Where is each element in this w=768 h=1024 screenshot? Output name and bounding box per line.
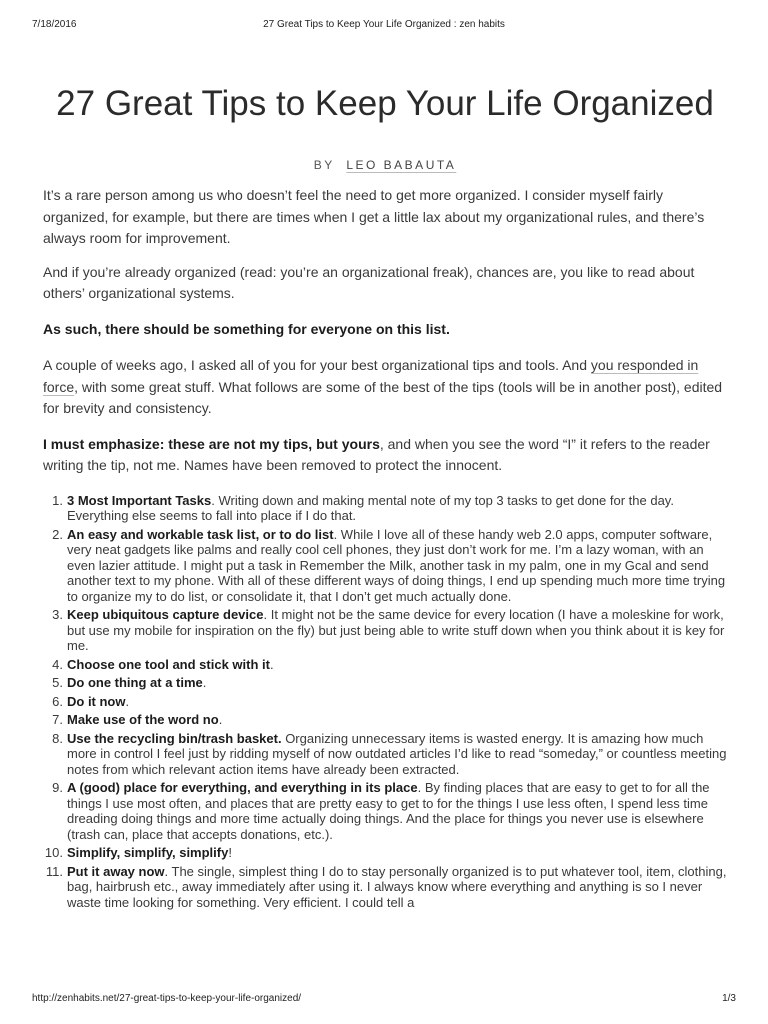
tip-heading: Do it now bbox=[67, 693, 126, 709]
list-item-text bbox=[67, 527, 727, 605]
intro-4-text-a: A couple of weeks ago, I asked all of you for your best organizational tips and tools. And bbox=[43, 357, 591, 373]
list-item-number: 8. bbox=[52, 730, 63, 746]
tip-heading: An easy and workable task list, or to do list bbox=[67, 526, 334, 542]
tip-body: . By finding places that are easy to get to for all the things I use most often, and places that are pretty easy to get to for the things I use less often, I spend less time dreading doing things and more time actually doing things. And the place for things you never use is elsewhere (trash can, place that accepts donations, etc.). bbox=[67, 780, 710, 842]
list-item-number: 2. bbox=[52, 526, 63, 542]
byline-prefix: BY bbox=[313, 158, 335, 172]
list-item-number: 5. bbox=[52, 675, 63, 690]
intro-paragraph-3 bbox=[43, 319, 727, 341]
responded-link[interactable]: you responded in force bbox=[43, 357, 699, 395]
list-item bbox=[43, 864, 727, 911]
list-item-text bbox=[67, 694, 727, 710]
intro-paragraph-4 bbox=[43, 355, 727, 420]
author-link[interactable]: LEO BABAUTA bbox=[346, 158, 457, 172]
list-item-number: 9. bbox=[52, 780, 63, 795]
tip-body: . bbox=[125, 693, 130, 709]
print-header bbox=[32, 17, 736, 31]
tip-heading: Put it away now bbox=[67, 863, 165, 879]
tip-heading: Choose one tool and stick with it bbox=[67, 656, 270, 672]
list-item-text bbox=[67, 780, 727, 842]
print-page-number: 1/3 bbox=[722, 993, 736, 1004]
list-item-number: 3. bbox=[52, 607, 63, 622]
list-item-number: 4. bbox=[52, 656, 63, 672]
list-item-number: 6. bbox=[52, 693, 63, 709]
tip-heading: A (good) place for everything, and everything in its place bbox=[67, 780, 418, 795]
list-item-text bbox=[67, 657, 727, 673]
list-item-text bbox=[67, 675, 727, 691]
list-item-text bbox=[67, 712, 727, 728]
list-item-text bbox=[67, 607, 727, 654]
list-item-number: 7. bbox=[52, 712, 63, 727]
print-doc-title: 27 Great Tips to Keep Your Life Organized : zen habits bbox=[263, 18, 505, 30]
intro-emphasis: As such, there should be something for everyone on this list. bbox=[43, 320, 450, 337]
tip-body: . The single, simplest thing I do to stay personally organized is to put whatever tool, item, clothing, bag, hairbrush etc., away immediately after using it. I always know where everything and anything is so I never waste time looking for something. Very efficient. I could tell a bbox=[67, 863, 727, 910]
tip-heading: Use the recycling bin/trash basket. bbox=[67, 730, 282, 746]
list-item bbox=[43, 694, 727, 710]
intro-4-text-b: , with some great stuff. What follows are some of the best of the tips (tools will be in another post), edited for brevity and consistency. bbox=[43, 378, 723, 416]
intro-5-text: , and when you see the word “I” it refers to the reader writing the tip, not me. Names have been removed to protect the innocent. bbox=[43, 435, 710, 473]
byline bbox=[43, 158, 727, 172]
tip-body: . While I love all of these handy web 2.0 apps, computer software, very neat gadgets like palms and really cool cell phones, they just don’t work for me. I’m a lazy woman, with an even lazier attitude. I might put a task in Remember the Milk, another task in my palm, one in my Gcal and send another text to my phone. With all of these different ways of doing things, I end up spending much more time trying to organize my to do list, or consolidate it, that I don’t get much actually done. bbox=[67, 526, 726, 604]
tip-heading: Simplify, simplify, simplify bbox=[67, 845, 229, 860]
list-item-text bbox=[67, 493, 727, 524]
list-item bbox=[43, 675, 727, 691]
print-date: 7/18/2016 bbox=[32, 18, 77, 30]
list-item bbox=[43, 845, 727, 861]
tip-body: . bbox=[269, 656, 274, 672]
list-item-number: 10. bbox=[44, 845, 63, 860]
list-item-number: 11. bbox=[45, 863, 63, 879]
print-footer bbox=[32, 993, 736, 1007]
list-item bbox=[43, 527, 727, 605]
list-item bbox=[43, 731, 727, 778]
tip-body: . bbox=[218, 712, 223, 727]
article bbox=[43, 78, 727, 913]
list-item bbox=[43, 607, 727, 654]
tip-heading: Do one thing at a time bbox=[67, 675, 203, 690]
print-url: http://zenhabits.net/27-great-tips-to-keep-your-life-organized/ bbox=[32, 993, 302, 1004]
list-item-text bbox=[67, 864, 727, 911]
tips-list bbox=[43, 493, 727, 911]
tip-body: Organizing unnecessary items is wasted energy. It is amazing how much more in control I feel just by ridding myself of now outdated articles I’d like to read “someday,” or countless meeting notes from which relevant action items have already been extracted. bbox=[67, 730, 727, 777]
intro-paragraph-1: It’s a rare person among us who doesn’t feel the need to get more organized. I consider myself fairly organized, for example, but there are times when I get a little lax about my organizational rules, and there’s always room for improvement. bbox=[43, 187, 705, 246]
list-item-number: 1. bbox=[52, 492, 63, 508]
tip-heading: Keep ubiquitous capture device bbox=[67, 607, 264, 622]
list-item-text bbox=[67, 845, 727, 861]
list-item bbox=[43, 712, 727, 728]
list-item bbox=[43, 657, 727, 673]
tip-body: . It might not be the same device for every location (I have a moleskine for work, but use my mobile for inspiration on the fly) but just being able to write stuff down when you think about it is key for me. bbox=[67, 607, 725, 653]
list-item bbox=[43, 493, 727, 524]
tip-heading: Make use of the word no bbox=[67, 712, 219, 727]
tip-body: . bbox=[202, 675, 207, 690]
list-item-text bbox=[67, 731, 727, 778]
intro-5-emphasis: I must emphasize: these are not my tips, but yours bbox=[43, 435, 380, 452]
article-title: 27 Great Tips to Keep Your Life Organized bbox=[56, 84, 714, 123]
intro-paragraph-5 bbox=[43, 434, 727, 477]
tip-body: . Writing down and making mental note of my top 3 tasks to get done for the day. Everything else seems to fall into place if I do that. bbox=[67, 492, 674, 523]
tip-body: ! bbox=[228, 845, 232, 860]
list-item bbox=[43, 780, 727, 842]
tip-heading: 3 Most Important Tasks bbox=[67, 492, 212, 508]
intro-paragraph-2: And if you’re already organized (read: you’re an organizational freak), chances are, you like to read about others’ organizational systems. bbox=[43, 263, 695, 301]
